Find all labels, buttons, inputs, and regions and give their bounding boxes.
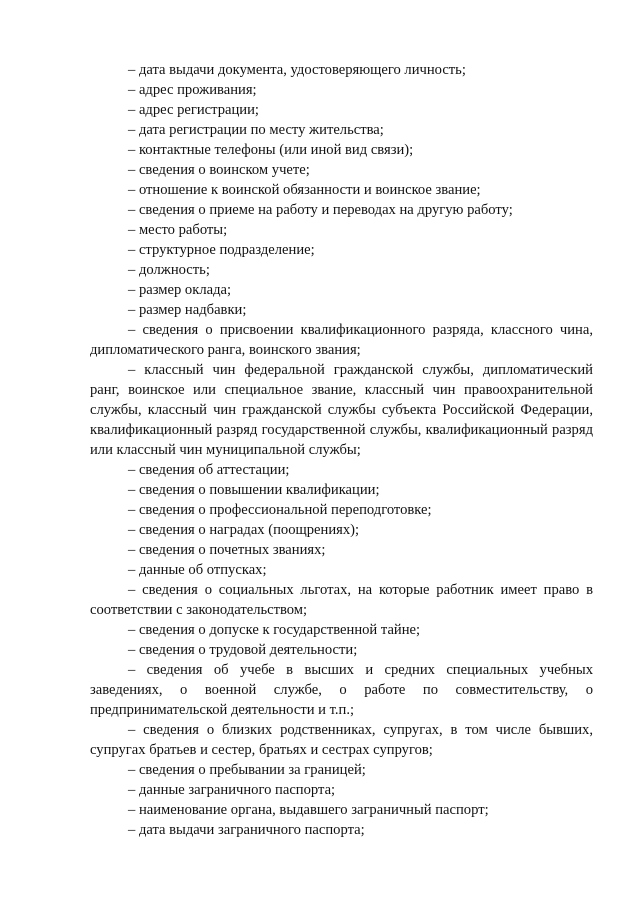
list-item: – классный чин федеральной гражданской службы, дипломатический ранг, воинское или специальное звание, классный чин правоохранительной службы, классный чин гражданской службы субъекта Российской Федерации, квалификационный разряд государственной службы, квалификационный разряд или классный чин муниципальной службы; [90, 362, 593, 458]
list-item: – сведения о присвоении квалификационного разряда, классного чина, дипломатического ранга, воинского звания; [90, 322, 593, 358]
list-item: – адрес регистрации; [128, 102, 259, 118]
list-item: – сведения о почетных званиях; [128, 542, 326, 558]
list-item: – дата регистрации по месту жительства; [128, 122, 384, 138]
list-item: – дата выдачи заграничного паспорта; [128, 822, 365, 838]
list-item: – адрес проживания; [128, 82, 257, 98]
list-item: – дата выдачи документа, удостоверяющего личность; [128, 62, 466, 78]
list-item: – размер оклада; [128, 282, 232, 298]
list-item: – контактные телефоны (или иной вид связи); [128, 142, 414, 158]
list-item: – сведения о профессиональной переподготовке; [128, 502, 432, 518]
document-text-block [90, 60, 593, 840]
list-item: – наименование органа, выдавшего заграничный паспорт; [128, 802, 489, 818]
list-item: – сведения о допуске к государственной тайне; [128, 622, 421, 638]
list-item: – место работы; [128, 222, 228, 238]
list-item: – данные заграничного паспорта; [128, 782, 336, 798]
list-item: – сведения о наградах (поощрениях); [128, 522, 360, 538]
list-item: – структурное подразделение; [128, 242, 315, 258]
list-item: – сведения о близких родственниках, супругах, в том числе бывших, супругах братьев и сестер, братьях и сестрах супругов; [90, 722, 593, 758]
list-item: – сведения о повышении квалификации; [128, 482, 380, 498]
list-item: – сведения о приеме на работу и переводах на другую работу; [128, 202, 513, 218]
list-item: – должность; [128, 262, 210, 278]
list-item: – отношение к воинской обязанности и воинское звание; [128, 182, 481, 198]
list-item: – сведения о трудовой деятельности; [128, 642, 358, 658]
list-item: – данные об отпусках; [128, 562, 267, 578]
list-item: – размер надбавки; [128, 302, 247, 318]
list-item: – сведения о социальных льготах, на которые работник имеет право в соответствии с законодательством; [90, 582, 593, 618]
list-item: – сведения об учебе в высших и средних специальных учебных заведениях, о военной службе, о работе по совместительству, о предпринимательской деятельности и т.п.; [90, 662, 593, 718]
list-item: – сведения о воинском учете; [128, 162, 310, 178]
list-item: – сведения об аттестации; [128, 462, 290, 478]
list-item: – сведения о пребывании за границей; [128, 762, 366, 778]
